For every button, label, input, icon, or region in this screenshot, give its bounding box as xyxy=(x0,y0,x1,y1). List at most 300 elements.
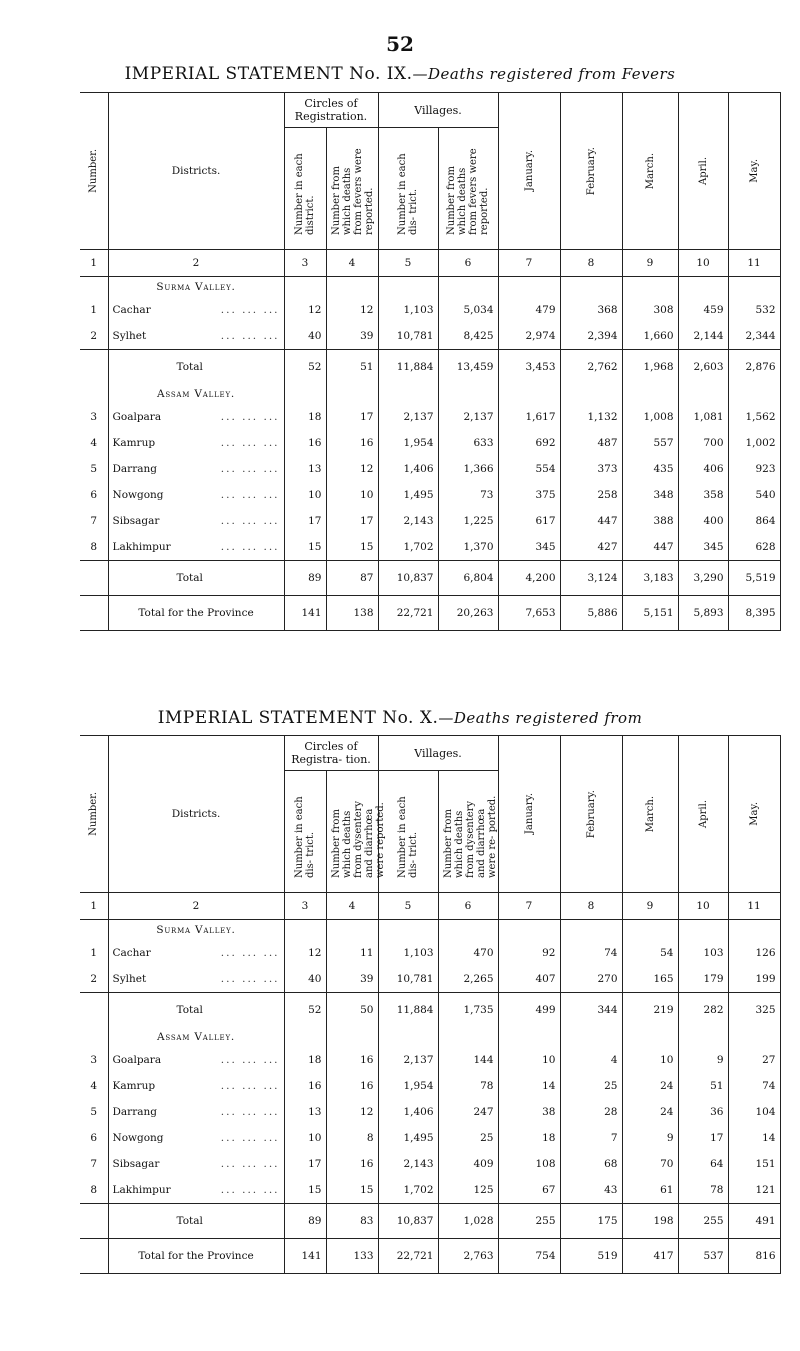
row-number-empty xyxy=(80,350,108,385)
col-header-circles-count-label: Number in each district. xyxy=(294,152,316,235)
district-name: Sibsagar xyxy=(112,1158,160,1170)
district-row xyxy=(80,404,780,430)
col-header-villages-reported-label: Number from which deaths from fevers were reported. xyxy=(446,147,490,235)
value-cell: 557 xyxy=(622,430,678,456)
value-cell: 22,721 xyxy=(378,1239,438,1274)
value-cell: 519 xyxy=(560,1239,622,1274)
value-cell: 51 xyxy=(326,350,378,385)
col-header-month-label: January. xyxy=(523,793,535,835)
value-cell: 247 xyxy=(438,1099,498,1125)
district-name: Kamrup xyxy=(112,1080,156,1092)
value-cell: 16 xyxy=(284,1073,326,1099)
value-cell: 27 xyxy=(728,1047,780,1073)
value-cell: 144 xyxy=(438,1047,498,1073)
column-number: 8 xyxy=(560,250,622,277)
value-cell: 73 xyxy=(438,482,498,508)
row-number: 4 xyxy=(80,430,108,456)
district-name: Sylhet xyxy=(112,973,147,985)
col-header-month xyxy=(678,736,728,893)
value-cell: 1,702 xyxy=(378,534,438,561)
value-cell: 1,617 xyxy=(498,404,560,430)
section-label: Assam Valley. xyxy=(108,1027,284,1047)
empty-cell xyxy=(678,277,728,298)
value-cell: 923 xyxy=(728,456,780,482)
col-header-circles-count-label: Number in each dis- trict. xyxy=(294,795,316,878)
district-row xyxy=(80,1047,780,1073)
value-cell: 17 xyxy=(284,508,326,534)
col-header-villages-reported-label: Number from which deaths from dysentery and diarrhœa were re- ported. xyxy=(442,795,498,878)
value-cell: 138 xyxy=(326,596,378,631)
value-cell: 1,406 xyxy=(378,456,438,482)
row-number: 2 xyxy=(80,966,108,993)
col-header-circles-reported-label: Number from which deaths from fevers were reported. xyxy=(330,147,375,235)
value-cell: 78 xyxy=(438,1073,498,1099)
value-cell: 151 xyxy=(728,1151,780,1177)
district-row xyxy=(80,482,780,508)
col-header-month xyxy=(678,93,728,250)
value-cell: 10,837 xyxy=(378,561,438,596)
value-cell: 10 xyxy=(498,1047,560,1073)
value-cell: 17 xyxy=(284,1151,326,1177)
district-name: Lakhimpur xyxy=(112,1184,171,1196)
value-cell: 70 xyxy=(622,1151,678,1177)
empty-cell xyxy=(438,920,498,941)
value-cell: 61 xyxy=(622,1177,678,1204)
empty-cell xyxy=(678,1027,728,1047)
value-cell: 141 xyxy=(284,1239,326,1274)
value-cell: 18 xyxy=(284,404,326,430)
value-cell: 16 xyxy=(326,1073,378,1099)
leader-dots: ... ... ... xyxy=(220,437,280,449)
value-cell: 1,103 xyxy=(378,297,438,323)
value-cell: 15 xyxy=(326,1177,378,1204)
column-number: 11 xyxy=(728,893,780,920)
district-cell-inner xyxy=(113,1158,280,1170)
empty-cell xyxy=(326,384,378,404)
empty-cell xyxy=(284,384,326,404)
district-name: Darrang xyxy=(112,1106,157,1118)
leader-dots: ... ... ... xyxy=(220,947,280,959)
value-cell: 270 xyxy=(560,966,622,993)
value-cell: 348 xyxy=(622,482,678,508)
value-cell: 179 xyxy=(678,966,728,993)
col-header-circles-count xyxy=(284,771,326,893)
value-cell: 10,837 xyxy=(378,1204,438,1239)
leader-dots: ... ... ... xyxy=(220,489,280,501)
empty-cell xyxy=(498,277,560,298)
value-cell: 54 xyxy=(622,940,678,966)
value-cell: 358 xyxy=(678,482,728,508)
value-cell: 40 xyxy=(284,966,326,993)
value-cell: 617 xyxy=(498,508,560,534)
value-cell: 52 xyxy=(284,993,326,1028)
column-number: 10 xyxy=(678,250,728,277)
row-number: 3 xyxy=(80,404,108,430)
value-cell: 2,265 xyxy=(438,966,498,993)
value-cell: 537 xyxy=(678,1239,728,1274)
column-number: 10 xyxy=(678,893,728,920)
value-cell: 1,954 xyxy=(378,1073,438,1099)
value-cell: 633 xyxy=(438,430,498,456)
row-number-empty xyxy=(80,993,108,1028)
column-number: 2 xyxy=(108,893,284,920)
empty-cell xyxy=(560,1027,622,1047)
value-cell: 5,886 xyxy=(560,596,622,631)
row-number: 5 xyxy=(80,1099,108,1125)
col-header-circles-reported-label: Number from which deaths from dysentery and diarrhœa were reported. xyxy=(330,800,386,878)
row-number-empty xyxy=(80,596,108,631)
district-row xyxy=(80,1099,780,1125)
district-cell xyxy=(108,1151,284,1177)
row-number-empty xyxy=(80,1027,108,1047)
value-cell: 24 xyxy=(622,1073,678,1099)
value-cell: 2,137 xyxy=(438,404,498,430)
col-header-number xyxy=(80,736,108,893)
district-cell-inner xyxy=(113,437,280,449)
value-cell: 7 xyxy=(560,1125,622,1151)
statement-x-subtitle: —Deaths registered from xyxy=(438,709,643,727)
column-number: 6 xyxy=(438,250,498,277)
col-header-villages-count-label: Number in each dis- trict. xyxy=(397,152,419,235)
value-cell: 8,395 xyxy=(728,596,780,631)
column-number: 9 xyxy=(622,893,678,920)
empty-cell xyxy=(378,1027,438,1047)
empty-cell xyxy=(326,277,378,298)
value-cell: 554 xyxy=(498,456,560,482)
value-cell: 1,735 xyxy=(438,993,498,1028)
column-number: 6 xyxy=(438,893,498,920)
district-row xyxy=(80,1151,780,1177)
value-cell: 4,200 xyxy=(498,561,560,596)
empty-cell xyxy=(284,920,326,941)
col-header-month xyxy=(498,736,560,893)
district-row xyxy=(80,1177,780,1204)
col-header-month-label: March. xyxy=(644,795,656,833)
district-cell xyxy=(108,456,284,482)
empty-cell xyxy=(284,277,326,298)
district-name: Nowgong xyxy=(112,489,164,501)
column-number: 4 xyxy=(326,893,378,920)
leader-dots: ... ... ... xyxy=(220,304,280,316)
statement-ix-subtitle: —Deaths registered from Fevers xyxy=(412,65,676,83)
value-cell: 499 xyxy=(498,993,560,1028)
value-cell: 10 xyxy=(622,1047,678,1073)
district-cell xyxy=(108,508,284,534)
empty-cell xyxy=(560,920,622,941)
section-total-row xyxy=(80,1204,780,1239)
row-number: 5 xyxy=(80,456,108,482)
value-cell: 14 xyxy=(728,1125,780,1151)
value-cell: 12 xyxy=(284,940,326,966)
value-cell: 2,144 xyxy=(678,323,728,350)
section-label: Surma Valley. xyxy=(108,277,284,298)
district-row xyxy=(80,940,780,966)
value-cell: 1,002 xyxy=(728,430,780,456)
value-cell: 255 xyxy=(498,1204,560,1239)
value-cell: 1,495 xyxy=(378,482,438,508)
grand-total-row xyxy=(80,1239,780,1274)
value-cell: 17 xyxy=(326,404,378,430)
empty-cell xyxy=(498,384,560,404)
value-cell: 40 xyxy=(284,323,326,350)
leader-dots: ... ... ... xyxy=(220,411,280,423)
value-cell: 470 xyxy=(438,940,498,966)
district-cell xyxy=(108,1047,284,1073)
column-number: 7 xyxy=(498,250,560,277)
value-cell: 12 xyxy=(326,297,378,323)
value-cell: 2,137 xyxy=(378,404,438,430)
district-cell xyxy=(108,430,284,456)
value-cell: 447 xyxy=(622,534,678,561)
value-cell: 121 xyxy=(728,1177,780,1204)
value-cell: 368 xyxy=(560,297,622,323)
col-group-villages: Villages. xyxy=(378,736,498,771)
col-header-districts xyxy=(108,736,284,893)
empty-cell xyxy=(438,384,498,404)
empty-cell xyxy=(622,1027,678,1047)
value-cell: 5,519 xyxy=(728,561,780,596)
value-cell: 409 xyxy=(438,1151,498,1177)
value-cell: 407 xyxy=(498,966,560,993)
value-cell: 1,081 xyxy=(678,404,728,430)
value-cell: 10,781 xyxy=(378,323,438,350)
col-header-villages-reported xyxy=(438,128,498,250)
value-cell: 2,394 xyxy=(560,323,622,350)
value-cell: 103 xyxy=(678,940,728,966)
value-cell: 2,763 xyxy=(438,1239,498,1274)
value-cell: 2,143 xyxy=(378,1151,438,1177)
section-header-row xyxy=(80,1027,780,1047)
district-cell-inner xyxy=(113,463,280,475)
col-header-villages-count xyxy=(378,771,438,893)
value-cell: 89 xyxy=(284,561,326,596)
value-cell: 388 xyxy=(622,508,678,534)
value-cell: 5,151 xyxy=(622,596,678,631)
statement-x-table xyxy=(80,735,781,1274)
row-number: 4 xyxy=(80,1073,108,1099)
value-cell: 25 xyxy=(438,1125,498,1151)
value-cell: 20,263 xyxy=(438,596,498,631)
district-cell-inner xyxy=(113,1132,280,1144)
total-label: Total xyxy=(108,993,284,1028)
value-cell: 258 xyxy=(560,482,622,508)
col-header-number-label: Number. xyxy=(88,149,100,193)
leader-dots: ... ... ... xyxy=(220,1184,280,1196)
value-cell: 9 xyxy=(678,1047,728,1073)
district-row xyxy=(80,1125,780,1151)
value-cell: 2,762 xyxy=(560,350,622,385)
value-cell: 165 xyxy=(622,966,678,993)
value-cell: 141 xyxy=(284,596,326,631)
row-number-empty xyxy=(80,1204,108,1239)
value-cell: 74 xyxy=(728,1073,780,1099)
value-cell: 51 xyxy=(678,1073,728,1099)
district-row xyxy=(80,534,780,561)
row-number-empty xyxy=(80,561,108,596)
value-cell: 1,132 xyxy=(560,404,622,430)
value-cell: 11 xyxy=(326,940,378,966)
row-number: 1 xyxy=(80,297,108,323)
district-cell-inner xyxy=(113,541,280,553)
district-cell xyxy=(108,1125,284,1151)
value-cell: 1,103 xyxy=(378,940,438,966)
empty-cell xyxy=(438,277,498,298)
empty-cell xyxy=(678,384,728,404)
district-cell-inner xyxy=(113,515,280,527)
col-header-districts-label: Districts. xyxy=(171,165,221,177)
leader-dots: ... ... ... xyxy=(220,1158,280,1170)
value-cell: 104 xyxy=(728,1099,780,1125)
district-cell xyxy=(108,1177,284,1204)
district-cell xyxy=(108,1073,284,1099)
value-cell: 15 xyxy=(326,534,378,561)
district-name: Goalpara xyxy=(112,1054,162,1066)
col-header-month xyxy=(728,93,780,250)
col-header-month-label: January. xyxy=(523,150,535,192)
empty-cell xyxy=(378,920,438,941)
leader-dots: ... ... ... xyxy=(220,541,280,553)
value-cell: 219 xyxy=(622,993,678,1028)
empty-cell xyxy=(284,1027,326,1047)
district-cell xyxy=(108,1099,284,1125)
empty-cell xyxy=(378,384,438,404)
empty-cell xyxy=(326,1027,378,1047)
statement-x-title: IMPERIAL STATEMENT No. X. xyxy=(157,708,439,728)
col-header-circles-count xyxy=(284,128,326,250)
value-cell: 11,884 xyxy=(378,993,438,1028)
row-number: 8 xyxy=(80,1177,108,1204)
statement-ix-table xyxy=(80,92,781,631)
value-cell: 3,290 xyxy=(678,561,728,596)
value-cell: 692 xyxy=(498,430,560,456)
total-label: Total xyxy=(108,561,284,596)
value-cell: 50 xyxy=(326,993,378,1028)
row-number: 1 xyxy=(80,940,108,966)
value-cell: 16 xyxy=(284,430,326,456)
col-header-number-label: Number. xyxy=(88,792,100,836)
value-cell: 11,884 xyxy=(378,350,438,385)
value-cell: 108 xyxy=(498,1151,560,1177)
column-number: 1 xyxy=(80,893,108,920)
value-cell: 308 xyxy=(622,297,678,323)
value-cell: 427 xyxy=(560,534,622,561)
col-header-circles-reported xyxy=(326,771,386,893)
value-cell: 16 xyxy=(326,1047,378,1073)
col-header-number xyxy=(80,93,108,250)
value-cell: 2,603 xyxy=(678,350,728,385)
value-cell: 89 xyxy=(284,1204,326,1239)
col-header-month xyxy=(498,93,560,250)
district-name: Lakhimpur xyxy=(112,541,171,553)
district-row xyxy=(80,1073,780,1099)
col-header-month xyxy=(622,736,678,893)
district-cell xyxy=(108,940,284,966)
value-cell: 1,660 xyxy=(622,323,678,350)
value-cell: 3,124 xyxy=(560,561,622,596)
value-cell: 36 xyxy=(678,1099,728,1125)
value-cell: 5,893 xyxy=(678,596,728,631)
value-cell: 39 xyxy=(326,323,378,350)
value-cell: 1,562 xyxy=(728,404,780,430)
value-cell: 87 xyxy=(326,561,378,596)
value-cell: 68 xyxy=(560,1151,622,1177)
value-cell: 175 xyxy=(560,1204,622,1239)
row-number: 6 xyxy=(80,482,108,508)
total-label: Total xyxy=(108,1204,284,1239)
column-number: 7 xyxy=(498,893,560,920)
row-number-empty xyxy=(80,277,108,298)
row-number: 8 xyxy=(80,534,108,561)
value-cell: 282 xyxy=(678,993,728,1028)
value-cell: 17 xyxy=(678,1125,728,1151)
section-header-row xyxy=(80,384,780,404)
value-cell: 198 xyxy=(622,1204,678,1239)
header-row-group xyxy=(80,93,780,128)
district-cell xyxy=(108,482,284,508)
value-cell: 38 xyxy=(498,1099,560,1125)
value-cell: 1,495 xyxy=(378,1125,438,1151)
value-cell: 255 xyxy=(678,1204,728,1239)
value-cell: 10,781 xyxy=(378,966,438,993)
col-header-month xyxy=(728,736,780,893)
section-label: Assam Valley. xyxy=(108,384,284,404)
value-cell: 345 xyxy=(678,534,728,561)
col-header-villages-count xyxy=(378,128,438,250)
col-header-month-label: March. xyxy=(644,152,656,190)
row-number-empty xyxy=(80,920,108,941)
district-name: Nowgong xyxy=(112,1132,164,1144)
row-number: 6 xyxy=(80,1125,108,1151)
value-cell: 64 xyxy=(678,1151,728,1177)
row-number: 7 xyxy=(80,1151,108,1177)
page-number: 52 xyxy=(386,32,414,56)
row-number: 7 xyxy=(80,508,108,534)
col-header-districts-label: Districts. xyxy=(171,808,221,820)
value-cell: 7,653 xyxy=(498,596,560,631)
section-header-row xyxy=(80,277,780,298)
column-number: 1 xyxy=(80,250,108,277)
district-cell-inner xyxy=(113,973,280,985)
value-cell: 15 xyxy=(284,1177,326,1204)
column-number: 3 xyxy=(284,250,326,277)
value-cell: 3,183 xyxy=(622,561,678,596)
value-cell: 83 xyxy=(326,1204,378,1239)
empty-cell xyxy=(622,384,678,404)
value-cell: 2,876 xyxy=(728,350,780,385)
leader-dots: ... ... ... xyxy=(220,1106,280,1118)
value-cell: 16 xyxy=(326,430,378,456)
leader-dots: ... ... ... xyxy=(220,1054,280,1066)
value-cell: 12 xyxy=(326,1099,378,1125)
value-cell: 14 xyxy=(498,1073,560,1099)
section-total-row xyxy=(80,561,780,596)
district-cell-inner xyxy=(113,411,280,423)
value-cell: 373 xyxy=(560,456,622,482)
value-cell: 16 xyxy=(326,1151,378,1177)
district-cell xyxy=(108,404,284,430)
value-cell: 39 xyxy=(326,966,378,993)
value-cell: 375 xyxy=(498,482,560,508)
col-header-month-label: May. xyxy=(748,802,760,826)
col-header-month xyxy=(622,93,678,250)
col-header-month-label: February. xyxy=(585,789,597,839)
district-cell xyxy=(108,297,284,323)
value-cell: 125 xyxy=(438,1177,498,1204)
value-cell: 13,459 xyxy=(438,350,498,385)
value-cell: 10 xyxy=(326,482,378,508)
column-number: 8 xyxy=(560,893,622,920)
value-cell: 67 xyxy=(498,1177,560,1204)
